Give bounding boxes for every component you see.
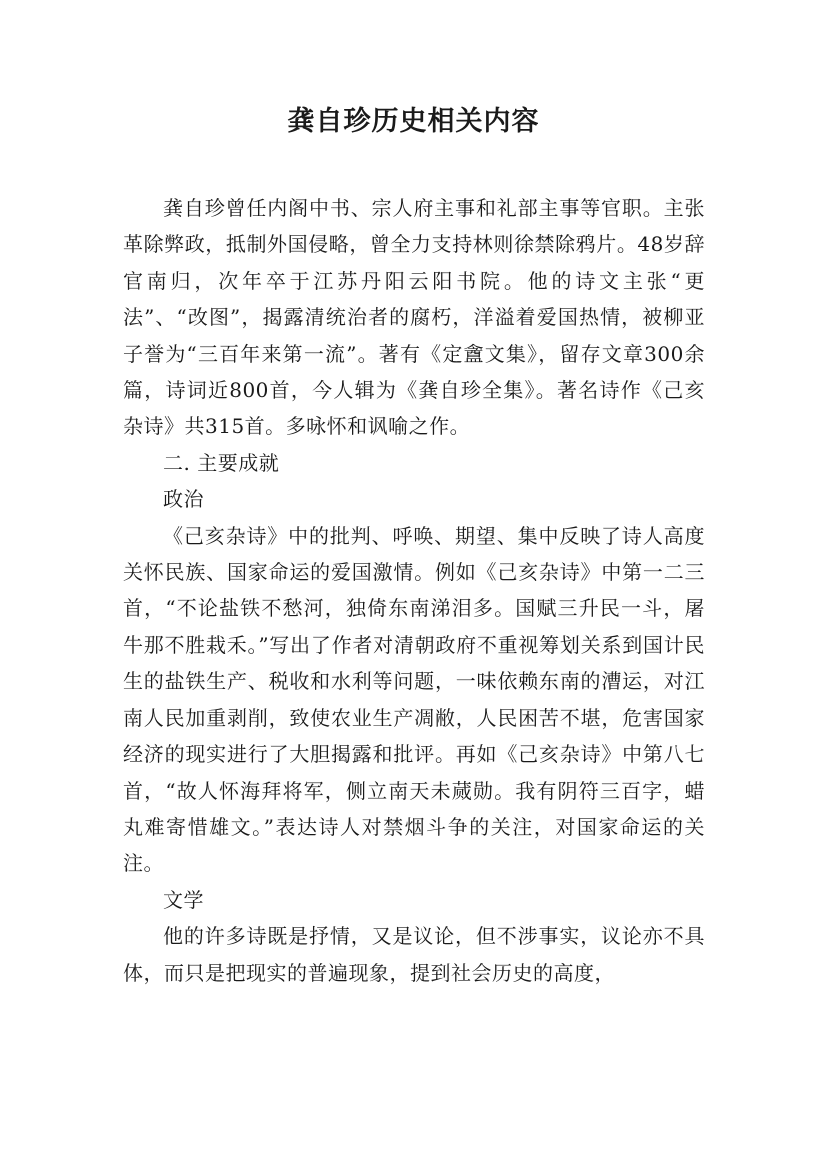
document-body [123, 190, 705, 991]
paragraph-politics: 《己亥杂诗》中的批判、呼唤、期望、集中反映了诗人高度关怀民族、国家命运的爱国激情。例如《己亥杂诗》中第一二三首，“不论盐铁不愁河，独倚东南涕泪多。国赋三升民一斗，屠牛那不胜栽禾。”写出了作者对清朝政府不重视筹划关系到国计民生的盐铁生产、税收和水利等问题，一味依赖东南的漕运，对江南人民加重剥削，致使农业生产凋敝，人民困苦不堪，危害国家经济的现实进行了大胆揭露和批评。再如《己亥杂诗》中第八七首，“故人怀海拜将军，侧立南天未蒇勋。我有阴符三百字，蜡丸难寄惜雄文。”表达诗人对禁烟斗争的关注，对国家命运的关注。 [123, 523, 705, 876]
paragraph-literature: 他的许多诗既是抒情，又是议论，但不涉事实，议论亦不具体，而只是把现实的普遍现象，提到社会历史的高度， [123, 924, 705, 985]
document-title: 龚自珍历史相关内容 [287, 106, 540, 137]
section-heading-main-achievements: 二. 主要成就 [163, 450, 280, 475]
subsection-heading-politics: 政治 [163, 487, 204, 512]
subsection-heading-literature: 文学 [163, 887, 204, 912]
paragraph-intro: 龚自珍曾任内阁中书、宗人府主事和礼部主事等官职。主张革除弊政，抵制外国侵略，曾全力支持林则徐禁除鸦片。48岁辞官南归，次年卒于江苏丹阳云阳书院。他的诗文主张“更法”、“改图”，揭露清统治者的腐朽，洋溢着爱国热情，被柳亚子誉为“三百年来第一流”。著有《定盦文集》，留存文章300余篇，诗词近800首，今人辑为《龚自珍全集》。著名诗作《己亥杂诗》共315首。多咏怀和讽喻之作。 [123, 196, 705, 439]
